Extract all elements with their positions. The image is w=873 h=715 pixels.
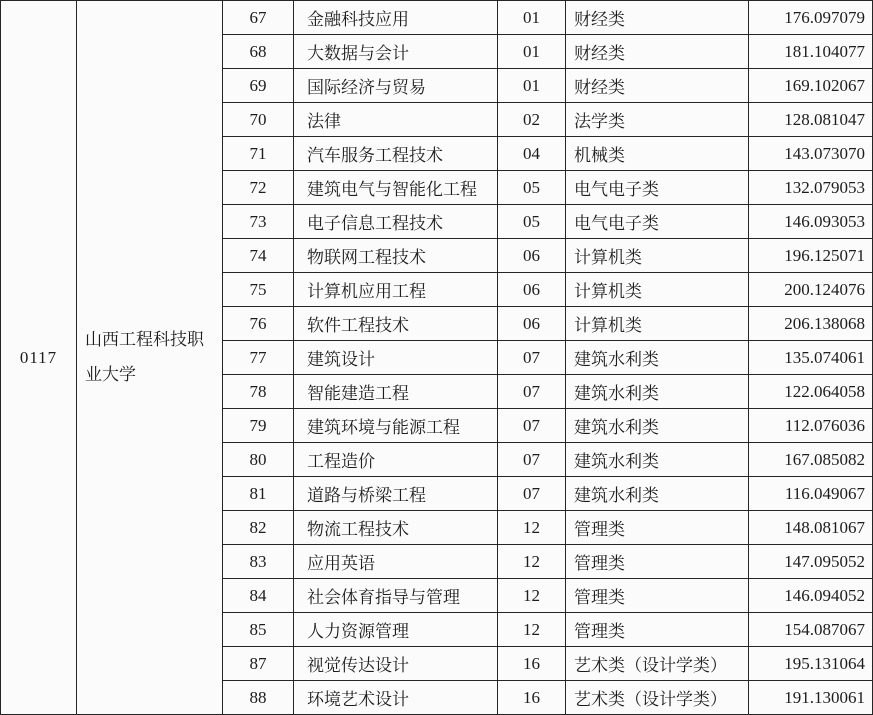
category-code-cell: 07 [498,477,566,511]
score-cell: 206.138068 [749,307,873,341]
category-name-cell: 建筑水利类 [566,477,749,511]
seq-number-cell: 78 [223,375,294,409]
category-code-cell: 02 [498,103,566,137]
seq-number-cell: 79 [223,409,294,443]
category-code-cell: 06 [498,239,566,273]
category-name-cell: 建筑水利类 [566,375,749,409]
category-name-cell: 电气电子类 [566,205,749,239]
seq-number-cell: 69 [223,69,294,103]
seq-number-cell: 71 [223,137,294,171]
category-name-cell: 建筑水利类 [566,409,749,443]
category-name-cell: 计算机类 [566,239,749,273]
score-cell: 143.073070 [749,137,873,171]
seq-number-cell: 87 [223,647,294,681]
major-name-cell: 国际经济与贸易 [294,69,498,103]
major-name-cell: 建筑设计 [294,341,498,375]
seq-number-cell: 81 [223,477,294,511]
category-name-cell: 建筑水利类 [566,443,749,477]
major-name-cell: 道路与桥梁工程 [294,477,498,511]
seq-number-cell: 85 [223,613,294,647]
seq-number-cell: 76 [223,307,294,341]
major-name-cell: 视觉传达设计 [294,647,498,681]
major-name-cell: 建筑环境与能源工程 [294,409,498,443]
score-cell: 195.131064 [749,647,873,681]
score-cell: 148.081067 [749,511,873,545]
score-cell: 169.102067 [749,69,873,103]
major-name-cell: 法律 [294,103,498,137]
category-code-cell: 16 [498,647,566,681]
score-cell: 167.085082 [749,443,873,477]
category-name-cell: 财经类 [566,35,749,69]
score-cell: 147.095052 [749,545,873,579]
category-name-cell: 建筑水利类 [566,341,749,375]
category-name-cell: 机械类 [566,137,749,171]
seq-number-cell: 70 [223,103,294,137]
major-name-cell: 大数据与会计 [294,35,498,69]
category-code-cell: 06 [498,307,566,341]
score-cell: 146.094052 [749,579,873,613]
category-code-cell: 12 [498,545,566,579]
major-name-cell: 建筑电气与智能化工程 [294,171,498,205]
seq-number-cell: 75 [223,273,294,307]
category-name-cell: 艺术类（设计学类） [566,647,749,681]
major-name-cell: 社会体育指导与管理 [294,579,498,613]
category-code-cell: 07 [498,375,566,409]
category-name-cell: 艺术类（设计学类） [566,681,749,715]
category-name-cell: 法学类 [566,103,749,137]
seq-number-cell: 80 [223,443,294,477]
seq-number-cell: 68 [223,35,294,69]
category-code-cell: 01 [498,1,566,35]
major-name-cell: 物联网工程技术 [294,239,498,273]
major-name-cell: 物流工程技术 [294,511,498,545]
score-cell: 146.093053 [749,205,873,239]
category-code-cell: 01 [498,69,566,103]
college-code-cell: 0117 [1,1,77,715]
category-code-cell: 07 [498,341,566,375]
score-cell: 196.125071 [749,239,873,273]
major-name-cell: 金融科技应用 [294,1,498,35]
major-name-cell: 环境艺术设计 [294,681,498,715]
score-cell: 181.104077 [749,35,873,69]
seq-number-cell: 77 [223,341,294,375]
major-name-cell: 软件工程技术 [294,307,498,341]
college-name-cell: 山西工程科技职业大学 [77,1,223,715]
category-code-cell: 06 [498,273,566,307]
category-name-cell: 财经类 [566,1,749,35]
category-code-cell: 05 [498,171,566,205]
category-name-cell: 计算机类 [566,273,749,307]
score-cell: 128.081047 [749,103,873,137]
category-name-cell: 财经类 [566,69,749,103]
seq-number-cell: 83 [223,545,294,579]
table-body [1,1,873,715]
major-name-cell: 智能建造工程 [294,375,498,409]
category-name-cell: 电气电子类 [566,171,749,205]
major-name-cell: 电子信息工程技术 [294,205,498,239]
category-name-cell: 管理类 [566,511,749,545]
seq-number-cell: 74 [223,239,294,273]
major-name-cell: 汽车服务工程技术 [294,137,498,171]
category-code-cell: 07 [498,443,566,477]
category-name-cell: 管理类 [566,613,749,647]
category-name-cell: 管理类 [566,579,749,613]
score-cell: 154.087067 [749,613,873,647]
major-name-cell: 人力资源管理 [294,613,498,647]
category-code-cell: 01 [498,35,566,69]
score-cell: 191.130061 [749,681,873,715]
category-code-cell: 12 [498,579,566,613]
category-name-cell: 计算机类 [566,307,749,341]
category-code-cell: 05 [498,205,566,239]
major-name-cell: 应用英语 [294,545,498,579]
score-cell: 176.097079 [749,1,873,35]
seq-number-cell: 88 [223,681,294,715]
seq-number-cell: 67 [223,1,294,35]
category-code-cell: 16 [498,681,566,715]
score-cell: 200.124076 [749,273,873,307]
seq-number-cell: 72 [223,171,294,205]
score-cell: 122.064058 [749,375,873,409]
category-code-cell: 12 [498,613,566,647]
category-code-cell: 12 [498,511,566,545]
seq-number-cell: 73 [223,205,294,239]
category-code-cell: 04 [498,137,566,171]
major-name-cell: 计算机应用工程 [294,273,498,307]
category-name-cell: 管理类 [566,545,749,579]
seq-number-cell: 84 [223,579,294,613]
score-cell: 132.079053 [749,171,873,205]
score-cell: 116.049067 [749,477,873,511]
seq-number-cell: 82 [223,511,294,545]
score-cell: 112.076036 [749,409,873,443]
score-cell: 135.074061 [749,341,873,375]
category-code-cell: 07 [498,409,566,443]
major-name-cell: 工程造价 [294,443,498,477]
table-row [1,1,873,35]
